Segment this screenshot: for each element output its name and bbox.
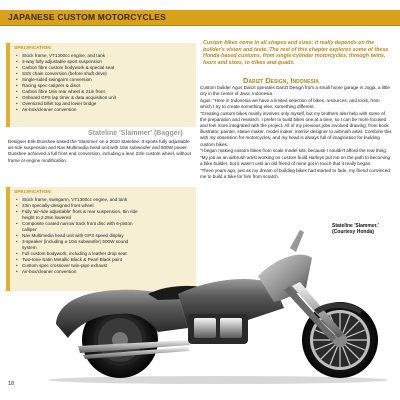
spec-item: • Air-box/cleaner conversion — [14, 107, 196, 113]
spec-item: • Stock frame, VT1300cc engine, and tank — [14, 53, 196, 59]
spec-box-cbr — [6, 43, 196, 127]
body-paragraph: "I began making custom bikes from scale model kits, because I couldn't afford the real thing. — [200, 148, 388, 154]
spec-item: • Full custom bodywork, including a leather drop seat — [14, 251, 196, 257]
chapter-intro: Custom bikes come in all shapes and sizes; it really depends on the builder's vision and taste. The rest of this chapter explores some of these Honda-based customs, from single-cylinder motorcycles, through twins, fours and sixes, to trikes and quads. — [203, 40, 389, 66]
body-paragraph: Custom builder Agus Darizt operates Darizt Design from a small home garage in Jogja, a little city in the center of Java, Indonesia. — [200, 85, 390, 97]
body-paragraph: "Creating custom bikes mainly involves only myself, but my brothers also help with some of the preparation and research. I prefer to build bikes one at a time, so I can be more focused and feel more integrated with the project. All of my previous jobs involved drawing, from book illustrator, painter, statue maker, model maker, interior designer to airbrush artist. Combine this with my obsession for motorcycles, and my head is always full of imagination for building custom bikes. — [200, 110, 392, 147]
spec-item: • Custom spec crossover twin-pipe exhaust — [14, 263, 196, 269]
spec-list — [14, 53, 196, 113]
page-number: 18 — [8, 381, 15, 387]
chapter-title: JAPANESE CUSTOM MOTORCYCLES — [8, 12, 166, 22]
chapter-header — [0, 10, 400, 25]
spec-item: • Carbon fibre custom bodywork & special seat — [14, 65, 196, 71]
spec-item: • Single-sided swingarm conversion — [14, 77, 196, 83]
body-paragraph: "Three years ago, just as my dream of building bikes had started to fade, my friend convinced me to build a bike for him from scratch. — [200, 167, 390, 179]
spec-item: • Carbon fibre 18in rear wheel & 21in front — [14, 89, 196, 95]
spec-item-continued: calliper — [22, 226, 37, 232]
spec-item: • 3-way fully adjustable sport suspension — [14, 59, 196, 65]
spec-item: • Composite coated narrow track front disc with 6-piston — [14, 221, 196, 227]
caption-credit: (Courtesy Honda) — [332, 229, 374, 235]
spec-item: • Oversized billet top and lower bridge — [14, 101, 196, 107]
spec-item: • Nav Multimedia head unit with GPS speed display — [14, 233, 196, 239]
spec-item: • 3-speaker (including a 10in subwoofer) 500W sound — [14, 239, 196, 245]
spec-item: • Racing spec calipers & discs — [14, 83, 196, 89]
spec-title: SPECIFICATION — [14, 46, 51, 51]
spec-title: SPECIFICATION — [14, 190, 51, 195]
stateline-body: Designer Erik Dunshee based the 'Slammer' on a 2010 Stateline. It sports fully adjustable air-ride suspension and Nav Multimedia head unit with 10in subwoofer and 500W power. Dunshee achieved a full front end conversion, including a lean 23in custom wheel, without frame or engine modification. — [8, 139, 191, 163]
spec-item-continued: system — [22, 244, 37, 250]
body-paragraph: "My job as an airbrush artist working on custom build Harleys put me on the path to becoming a bike builder, but it wasn't until an old friend of mine got in touch that it really began. — [200, 154, 391, 166]
spec-item: • Fully 'air-ride adjustable' front & rear suspension, 6in ride — [14, 209, 196, 215]
photo-caption — [332, 223, 394, 235]
darizt-heading: Darizt Design, Indonesia — [243, 76, 319, 85]
spec-item: • Onboard GPS lap timer & data acquisition unit — [14, 95, 196, 101]
spec-item-continued: height to 2.25in lowered — [22, 214, 71, 220]
motorcycle-photo — [38, 228, 400, 388]
stateline-heading: Stateline 'Slammer' (Bagger) — [88, 130, 183, 137]
darizt-body — [200, 85, 392, 180]
caption-title: Stateline 'Slammer.' — [332, 223, 379, 229]
spec-item: • SSS chain conversion (before shaft drive) — [14, 71, 196, 77]
spec-item: • Two-tone Satin Metallic Black & Pearl Black paint — [14, 257, 196, 263]
spec-item: • Air-box/cleaner conversion — [14, 269, 196, 275]
header-divider — [0, 25, 400, 26]
spec-item: • Stock frame, swingarm, VT1300cc engine, and tank — [14, 197, 196, 203]
spec-item: • 23in specially-designed front wheel — [14, 203, 196, 209]
body-paragraph: Agus: "Here in Indonesia we have a limited selection of bikes, resources, and tools, from which I try to create something else, something different. — [200, 97, 380, 109]
